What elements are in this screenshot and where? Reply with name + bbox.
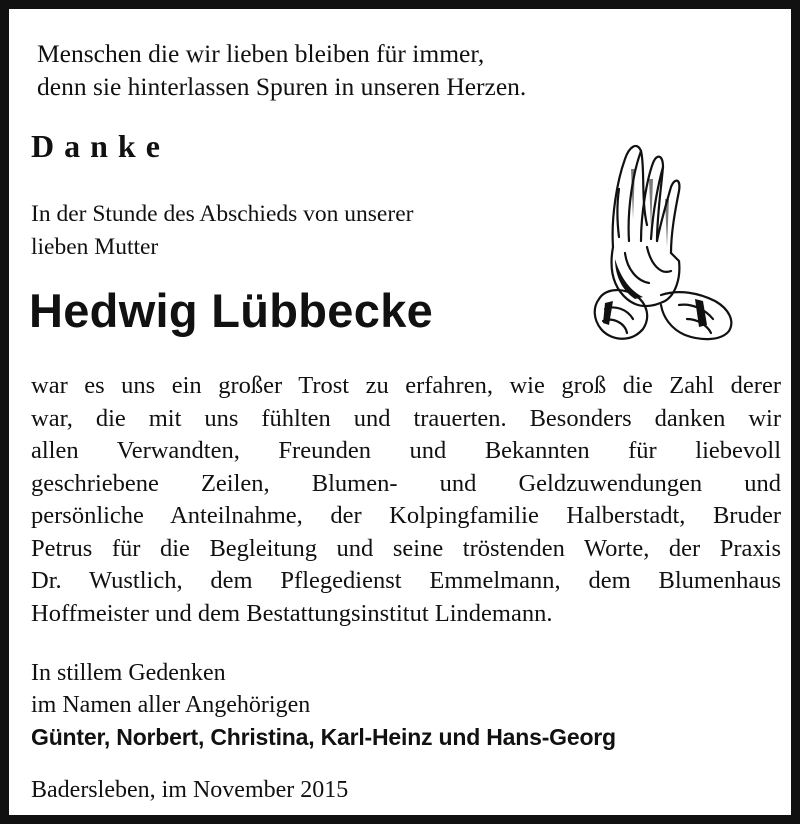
intro-text xyxy=(31,198,413,264)
thank-you-body xyxy=(31,370,781,630)
thanks-heading: Danke xyxy=(31,128,170,164)
deceased-name: Hedwig Lübbecke xyxy=(29,284,434,337)
closing-block xyxy=(31,657,616,753)
motto-line: Menschen die wir lieben bleiben für immer, xyxy=(37,39,485,68)
body-line: allen Verwandten, Freunden und Bekannten für liebevoll xyxy=(31,437,781,464)
body-line: war es uns ein großer Trost zu erfahren, wie groß die Zahl derer xyxy=(31,372,781,399)
intro-line: In der Stunde des Abschieds von unserer xyxy=(31,201,414,227)
signatories: Günter, Norbert, Christina, Karl-Heinz und Hans-Georg xyxy=(31,724,616,750)
body-line: Hoffmeister und dem Bestattungsinstitut Lindemann. xyxy=(31,599,553,627)
body-line: war, die mit uns fühlten und trauerten. Besonders danken wir xyxy=(31,404,781,432)
praying-hands-icon xyxy=(591,129,741,347)
motto-verse xyxy=(37,37,526,103)
body-line: Dr. Wustlich, dem Pflegedienst Emmelmann, dem Blumenhaus xyxy=(31,567,781,594)
body-line: persönliche Anteilnahme, der Kolpingfamilie Halberstadt, Bruder xyxy=(31,502,781,529)
body-line: Petrus für die Begleitung und seine tröstenden Worte, der Praxis xyxy=(31,534,781,562)
place-and-date: Badersleben, im November 2015 xyxy=(31,777,349,803)
body-line: geschriebene Zeilen, Blumen- und Geldzuwendungen und xyxy=(31,469,781,497)
closing-line: im Namen aller Angehörigen xyxy=(31,692,311,718)
motto-line: denn sie hinterlassen Spuren in unseren Herzen. xyxy=(37,72,527,101)
intro-line: lieben Mutter xyxy=(31,234,159,260)
closing-line: In stillem Gedenken xyxy=(31,660,226,686)
